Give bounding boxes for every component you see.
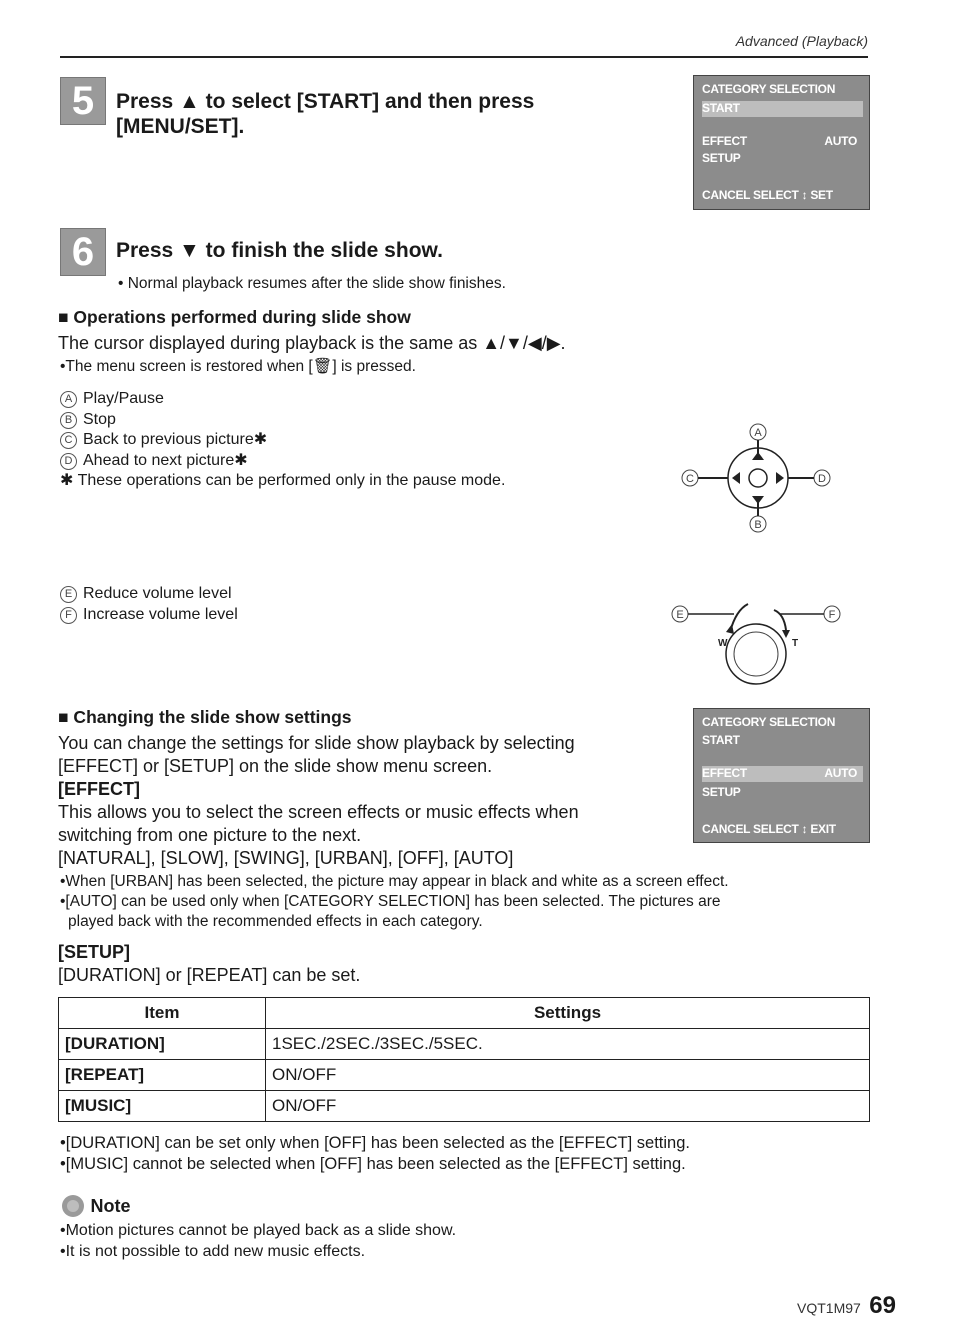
step-5-badge: 5 — [60, 77, 106, 125]
table-notes: •[DURATION] can be set only when [OFF] has been selected as the [EFFECT] setting. •[MUSIC] cannot be selected when [OFF] has been selected as the [EFFECT] setting. — [60, 1134, 690, 1173]
screen-title: CATEGORY SELECTION — [702, 82, 836, 96]
step-5-instruction — [116, 89, 534, 139]
left-arrow-icon — [732, 472, 740, 484]
step-5-line2: [MENU/SET]. — [116, 115, 245, 138]
screen2-row-effect — [702, 766, 863, 782]
operations-heading: ■ Operations performed during slide show — [58, 307, 411, 327]
volume-list — [60, 584, 238, 625]
table-cell-settings: 1SEC./2SEC./3SEC./5SEC. — [266, 1029, 870, 1060]
step-6-instruction: Press ▼ to finish the slide show. — [116, 239, 443, 262]
vol-item-e: E Reduce volume level — [60, 584, 238, 605]
label-a: A — [754, 427, 762, 439]
down-arrow-icon — [752, 496, 764, 504]
note-heading — [60, 1193, 130, 1219]
rotate-right-arrow — [774, 610, 786, 630]
header-rule — [60, 56, 868, 58]
setup-desc: [DURATION] or [REPEAT] can be set. — [58, 965, 361, 985]
operations-restore-note: •The menu screen is restored when [🗑] is pressed. — [60, 358, 416, 375]
table-row — [59, 1060, 870, 1091]
screen-row-effect-label: EFFECT — [702, 134, 747, 148]
note-list — [60, 1220, 456, 1262]
section-header: Advanced (Playback) — [735, 33, 868, 49]
screen2-footer: CANCEL SELECT ↕ EXIT — [702, 822, 836, 836]
screen2-row-effect-label: EFFECT — [702, 766, 747, 780]
label-e: E — [676, 609, 684, 621]
settings-heading: ■ Changing the slide show settings — [58, 707, 352, 727]
cursor-button-diagram — [676, 420, 836, 536]
op-item-b: B Stop — [60, 410, 505, 431]
setup-section — [58, 941, 360, 987]
step-6-bullet: • Normal playback resumes after the slide show finishes. — [118, 275, 506, 292]
slideshow-menu-screen-1 — [693, 75, 870, 210]
step-6-badge: 6 — [60, 228, 106, 276]
zoom-t-label: T — [792, 638, 799, 649]
table-header-row — [59, 998, 870, 1029]
screen2-row-setup: SETUP — [702, 785, 741, 799]
screen-row-effect — [702, 134, 863, 148]
right-arrow-icon — [776, 472, 784, 484]
label-c: C — [686, 473, 694, 485]
step-5-line1: Press ▲ to select [START] and then press — [116, 90, 535, 113]
table-cell-item: [REPEAT] — [59, 1060, 266, 1091]
settings-intro: You can change the settings for slide show playback by selecting [EFFECT] or [SETUP] on the slide show menu screen. [EFFECT] This allows you to select the screen effects or music effects when switching from one picture to the next. [NATURAL], [SLOW], [SWING], [URBAN], [OFF], [AUTO] — [58, 733, 579, 868]
table-header-settings: Settings — [266, 998, 870, 1029]
op-item-c: C Back to previous picture✱ — [60, 430, 505, 451]
page-number: 69 — [869, 1292, 896, 1319]
vol-item-f: F Increase volume level — [60, 605, 238, 626]
zoom-lever-diagram — [668, 596, 844, 692]
note-icon — [60, 1193, 86, 1219]
table-row — [59, 1091, 870, 1122]
zoom-lever-ring — [726, 624, 786, 684]
screen2-row-effect-value: AUTO — [824, 766, 857, 780]
shutter-button — [734, 632, 778, 676]
effect-options: [NATURAL], [SLOW], [SWING], [URBAN], [OFF], [AUTO] — [58, 848, 514, 868]
op-item-d: D Ahead to next picture✱ — [60, 451, 505, 472]
up-arrow-icon — [752, 452, 764, 460]
table-cell-settings: ON/OFF — [266, 1091, 870, 1122]
note-item: •It is not possible to add new music effects. — [60, 1243, 366, 1260]
table-cell-settings: ON/OFF — [266, 1060, 870, 1091]
screen-row-setup: SETUP — [702, 151, 741, 165]
op-item-a: A Play/Pause — [60, 389, 505, 410]
operations-list — [60, 389, 505, 492]
table-header-item: Item — [59, 998, 266, 1029]
effect-heading: [EFFECT] — [58, 779, 140, 799]
zoom-w-label: W — [718, 638, 728, 649]
screen2-title: CATEGORY SELECTION — [702, 715, 836, 729]
effect-notes: •When [URBAN] has been selected, the picture may appear in black and white as a screen effect. •[AUTO] can be used only when [CATEGORY SELECTION] has been selected. The pictures are played back with the recommended effects in each category. — [60, 873, 729, 930]
slideshow-menu-screen-2 — [693, 708, 870, 843]
setup-heading: [SETUP] — [58, 942, 130, 962]
screen-footer: CANCEL SELECT ↕ SET — [702, 188, 833, 202]
page-footer — [797, 1292, 896, 1320]
label-b: B — [754, 519, 762, 531]
op-footnote: ✱ These operations can be performed only in the pause mode. — [60, 472, 506, 489]
label-d: D — [818, 473, 826, 485]
screen-row-start: START — [702, 101, 863, 117]
table-cell-item: [DURATION] — [59, 1029, 266, 1060]
note-item: •Motion pictures cannot be played back as a slide show. — [60, 1222, 457, 1239]
screen2-row-start: START — [702, 733, 740, 747]
label-f: F — [828, 609, 836, 621]
table-row — [59, 1029, 870, 1060]
note-title: Note — [90, 1196, 131, 1216]
operations-cursor-text: The cursor displayed during playback is the same as ▲/▼/◀/▶. — [58, 333, 566, 353]
doc-code: VQT1M97 — [797, 1300, 861, 1316]
screen-row-effect-value: AUTO — [824, 134, 857, 148]
menu-set-button — [749, 469, 767, 487]
table-cell-item: [MUSIC] — [59, 1091, 266, 1122]
setup-table — [58, 997, 870, 1122]
